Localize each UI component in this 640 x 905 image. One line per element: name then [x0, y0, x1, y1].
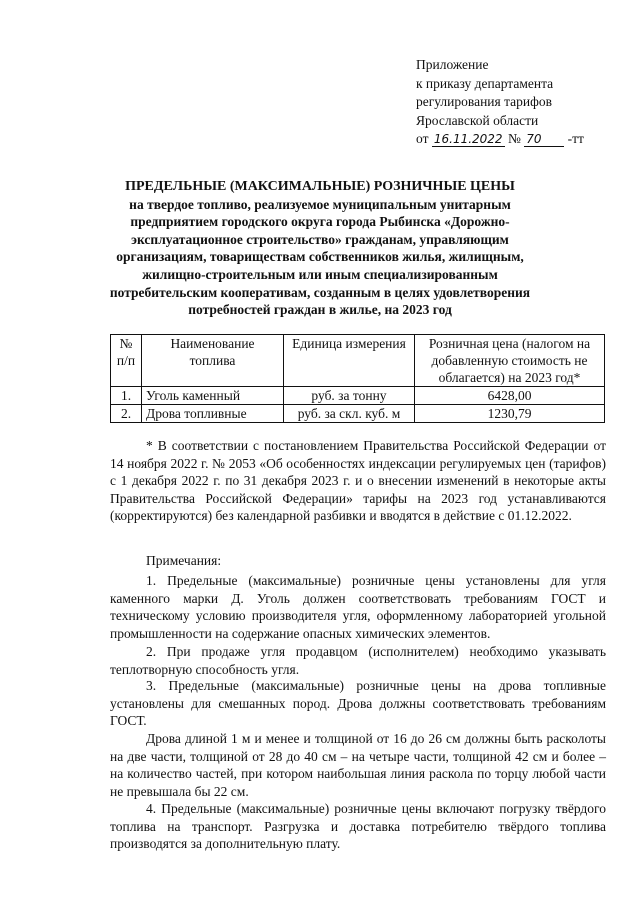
title-line: предприятием городского округа города Рыбинска «Дорожно- — [130, 214, 510, 230]
header-name: Наименование топлива — [142, 335, 284, 387]
cell-num: 2. — [111, 405, 142, 423]
appendix-date-line — [416, 130, 616, 149]
table-header-row — [111, 335, 605, 387]
title-line: потребительским кооперативам, созданным в целях удовлетворения — [109, 284, 531, 300]
appendix-line: Ярославской области — [416, 112, 539, 128]
appendix-line: регулирования тарифов — [416, 94, 553, 109]
title-line: потребностей граждан в жилье, на 2023 год — [188, 302, 452, 318]
appendix-line: Приложение — [416, 57, 489, 72]
note-item: 2. При продаже угля продавцом (исполнителем) необходимо указывать теплотворную способность угля. — [110, 644, 606, 677]
price-table — [110, 334, 605, 423]
date-prefix: от — [416, 131, 429, 146]
handwritten-number: 70 — [524, 132, 564, 147]
handwritten-date: 16.11.2022 — [433, 132, 503, 146]
cell-unit: руб. за тонну — [284, 387, 415, 405]
appendix-line: к приказу департамента — [416, 75, 554, 91]
footnote: * В соответствии с постановлением Правительства Российской Федерации от 14 ноября 2022 г. № 2053 «Об особенностях индексации регулируемых цен (тарифов) с 1 декабря 2022 г. по 31 декабря 2023 г. и о внесении изменений в некоторые акты Правительства Российской Федерации» тарифы на 2023 год устанавливаются (корректируются) без календарной разбивки и вводятся в действие с 01.12.2022. — [110, 438, 606, 524]
title-line: организациям, товариществам собственников жилья, жилищным, — [116, 249, 524, 265]
title-line: жилищно-строительным или иным специализированным — [142, 266, 498, 282]
cell-price: 6428,00 — [415, 387, 605, 405]
cell-price: 1230,79 — [415, 405, 605, 423]
document-title — [100, 178, 540, 319]
header-price: Розничная цена (налогом на добавленную стоимость не облагается) на 2023 год* — [415, 335, 605, 387]
note-item: 4. Предельные (максимальные) розничные цены включают погрузку твёрдого топлива на транспорт. Разгрузка и доставка потребителю твёрдого топлива производятся за дополнительную плату. — [110, 801, 606, 852]
title-line: на твердое топливо, реализуемое муниципальным унитарным — [129, 196, 511, 212]
header-num: № п/п — [111, 335, 142, 387]
cell-name: Уголь каменный — [142, 387, 284, 405]
cell-unit: руб. за скл. куб. м — [284, 405, 415, 423]
cell-num: 1. — [111, 387, 142, 405]
table-row — [111, 387, 605, 405]
title-line: эксплуатационное строительство» гражданам, управляющим — [131, 231, 509, 247]
title-heading: ПРЕДЕЛЬНЫЕ (МАКСИМАЛЬНЫЕ) РОЗНИЧНЫЕ ЦЕНЫ — [125, 179, 515, 194]
number-suffix: -тт — [567, 131, 584, 146]
header-unit: Единица измерения — [284, 335, 415, 387]
notes-title: Примечания: — [146, 553, 222, 568]
note-item: 3. Предельные (максимальные) розничные цены на дрова топливные установлены для смешанных пород. Дрова должны соответствовать требованиям ГОСТ. — [110, 678, 606, 729]
cell-name: Дрова топливные — [142, 405, 284, 423]
table-row — [111, 405, 605, 423]
note-item: 1. Предельные (максимальные) розничные цены установлены для угля каменного марки Д. Уголь должен соответствовать требованиям ГОСТ и техническому условию производителя угля, оформленному лабораторией угольной промышленности на содержание опасных химических элементов. — [110, 573, 606, 641]
number-sign: № — [507, 131, 521, 146]
appendix-block — [416, 56, 616, 149]
note-item: Дрова длиной 1 м и менее и толщиной от 16 до 26 см должны быть расколоты на две части, толщиной от 28 до 40 см – на четыре части, толщиной 42 см и более – на количество частей, при котором наибольшая линия раскола по торцу любой части не превышала бы 22 см. — [110, 731, 606, 799]
